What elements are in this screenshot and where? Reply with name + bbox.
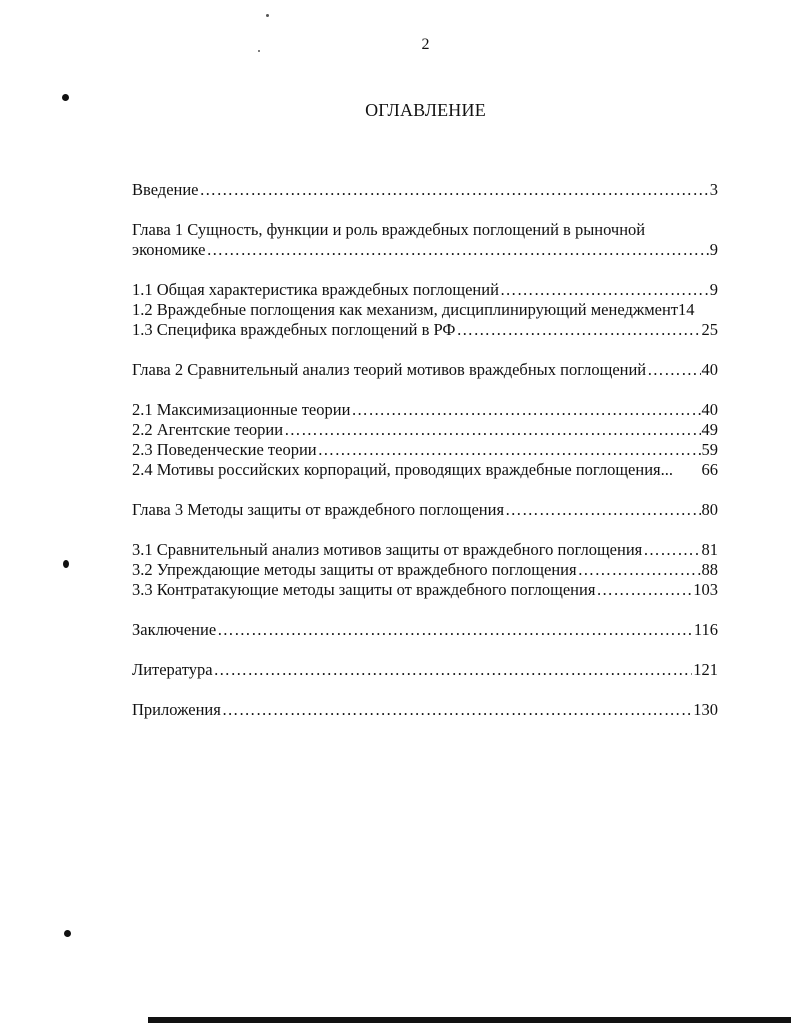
dot-leader (500, 280, 709, 300)
dot-leader (318, 440, 701, 460)
toc-entry-page: 103 (693, 580, 718, 599)
toc-entry-title: 1.1 Общая характеристика враждебных поглощений (132, 280, 499, 299)
toc-entry-chapter-2[interactable] (132, 360, 718, 380)
toc-entry-page: 40 (701, 400, 718, 419)
toc-entry-chapter-1[interactable] (132, 220, 718, 260)
toc-entry-section[interactable] (132, 300, 718, 320)
scan-mark (63, 560, 69, 568)
toc-entry-title: 2.3 Поведенческие теории (132, 440, 317, 459)
toc-entry-page: 3 (709, 180, 718, 199)
toc-group-chapter-2-sections (132, 400, 718, 480)
toc-entry-page: 9 (709, 240, 718, 259)
toc-entry-page: 9 (709, 280, 718, 299)
dot-leader (647, 360, 700, 380)
toc-entry-page: 14 (678, 300, 695, 319)
toc-entry-page: 88 (701, 560, 718, 579)
toc-entry-page: 81 (701, 540, 718, 559)
toc-entry-section[interactable] (132, 540, 718, 560)
toc-entry-title: Литература (132, 660, 213, 679)
toc-entry-section[interactable] (132, 580, 718, 600)
toc-entry-title: Глава 3 Методы защиты от враждебного поглощения (132, 500, 505, 519)
toc-entry-page: 130 (693, 700, 718, 719)
toc-entry-page: 121 (693, 660, 718, 679)
toc-entry-conclusion[interactable] (132, 620, 718, 640)
dot-leader (505, 500, 700, 520)
dot-leader (200, 180, 709, 200)
dot-leader (578, 560, 701, 580)
toc-entry-title: 2.2 Агентские теории (132, 420, 284, 439)
scan-mark (266, 14, 269, 17)
toc-entry-appendix[interactable] (132, 700, 718, 720)
toc-entry-section[interactable] (132, 420, 718, 440)
toc-entry-section[interactable] (132, 560, 718, 580)
toc-entry-chapter-3[interactable] (132, 500, 718, 520)
toc-entry-title: 3.2 Упреждающие методы защиты от враждебного поглощения (132, 560, 577, 579)
page-number: 2 (421, 36, 430, 53)
toc-entry-title: 1.3 Специфика враждебных поглощений в РФ (132, 320, 456, 339)
dot-leader (351, 400, 700, 420)
dot-leader (222, 700, 692, 720)
toc-entry-page: 59 (701, 440, 718, 459)
page-title: ОГЛАВЛЕНИЕ (365, 100, 486, 120)
dot-leader (206, 240, 708, 260)
toc-entry-title: 2.4 Мотивы российских корпораций, проводящих враждебные поглощения... (132, 460, 673, 479)
toc-group-appendix (132, 700, 718, 720)
toc-entry-section[interactable] (132, 400, 718, 420)
toc-group-chapter-2 (132, 360, 718, 380)
toc-entry-section[interactable] (132, 440, 718, 460)
toc-entry-title: Введение (132, 180, 199, 199)
scan-mark (64, 930, 71, 937)
toc-group-literature (132, 660, 718, 680)
toc-entry-title: 3.1 Сравнительный анализ мотивов защиты от враждебного поглощения (132, 540, 643, 559)
dot-leader (214, 660, 693, 680)
toc-group-chapter-3 (132, 500, 718, 520)
dot-leader (217, 620, 693, 640)
toc-entry-page: 116 (693, 620, 718, 639)
toc-group-intro (132, 180, 718, 200)
toc-entry-title-cont: экономике (132, 240, 206, 259)
toc-group-chapter-3-sections (132, 540, 718, 600)
toc-entry-page: 66 (701, 460, 718, 479)
toc-entry-title: 3.3 Контратакующие методы защиты от враждебного поглощения (132, 580, 596, 599)
table-of-contents (132, 180, 718, 740)
toc-entry-title: 1.2 Враждебные поглощения как механизм, дисциплинирующий менеджмент (132, 300, 679, 319)
dot-leader (643, 540, 700, 560)
toc-entry-title: Глава 2 Сравнительный анализ теорий мотивов враждебных поглощений (132, 360, 647, 379)
dot-leader (284, 420, 700, 440)
toc-entry-section[interactable] (132, 460, 718, 480)
toc-group-chapter-1 (132, 220, 718, 260)
toc-entry-page: 25 (701, 320, 718, 339)
toc-entry-page: 40 (701, 360, 718, 379)
toc-entry-literature[interactable] (132, 660, 718, 680)
toc-entry-section[interactable] (132, 280, 718, 300)
toc-group-conclusion (132, 620, 718, 640)
scan-edge (148, 1017, 791, 1023)
toc-group-chapter-1-sections (132, 280, 718, 340)
toc-entry-section[interactable] (132, 320, 718, 340)
toc-entry-title: Приложения (132, 700, 221, 719)
toc-entry-page: 80 (701, 500, 718, 519)
toc-entry-intro[interactable] (132, 180, 718, 200)
toc-entry-title: Заключение (132, 620, 217, 639)
dot-leader (456, 320, 700, 340)
toc-entry-page: 49 (701, 420, 718, 439)
toc-entry-title: 2.1 Максимизационные теории (132, 400, 351, 419)
toc-entry-title: Глава 1 Сущность, функции и роль враждебных поглощений в рыночной (132, 220, 646, 239)
dot-leader (596, 580, 692, 600)
